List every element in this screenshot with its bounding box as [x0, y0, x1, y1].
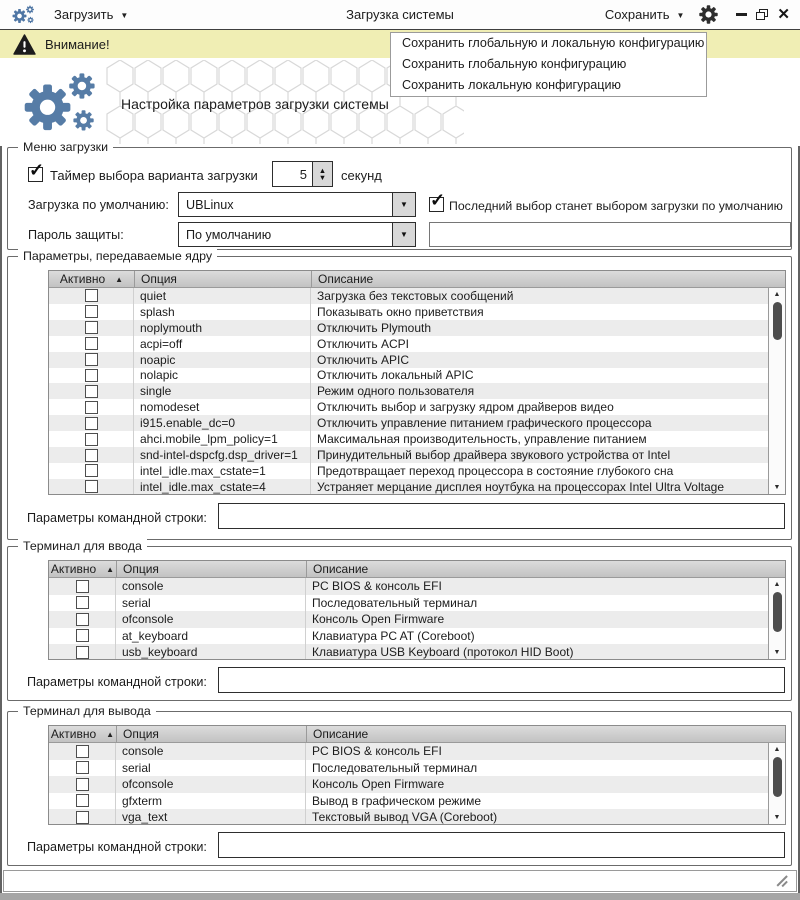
spin-buttons[interactable]: [312, 162, 332, 186]
cell-active: [49, 578, 116, 595]
cmdline-label: Параметры командной строки:: [27, 511, 207, 525]
sort-ascending-icon: ▲: [115, 274, 124, 284]
kernel-params-group: [7, 249, 792, 540]
cell-description: Отключить управление питанием графического процессора: [317, 416, 652, 431]
table-row[interactable]: [49, 399, 785, 415]
table-row[interactable]: [49, 463, 785, 479]
password-value: По умолчанию: [186, 227, 272, 242]
minimize-button[interactable]: [736, 13, 747, 16]
table-row[interactable]: [49, 320, 785, 336]
column-header-option[interactable]: Опция: [116, 561, 306, 577]
table-header: [49, 271, 785, 288]
cell-description: Отключить выбор и загрузку ядром драйверов видео: [317, 400, 614, 415]
table-row[interactable]: [49, 793, 785, 810]
cell-option: intel_idle.max_cstate=1: [134, 463, 311, 479]
scroll-up-button[interactable]: ▲: [773, 291, 781, 298]
scroll-down-button[interactable]: ▼: [773, 484, 781, 491]
cell-option: ofconsole: [116, 776, 306, 793]
cell-option: console: [116, 743, 306, 760]
combobox-arrow-icon[interactable]: ▼: [392, 223, 415, 246]
cell-description: Устраняет мерцание дисплея ноутбука на процессорах Intel Ultra Voltage: [317, 479, 724, 494]
row-checkbox[interactable]: [76, 778, 89, 791]
app-gears-icon: [10, 4, 36, 26]
table-row[interactable]: [49, 644, 785, 659]
row-checkbox[interactable]: [85, 353, 98, 366]
chevron-down-icon: ▼: [676, 11, 685, 20]
group-legend: Терминал для вывода: [18, 704, 156, 719]
cell-active: [49, 431, 134, 447]
output-terminal-group: [7, 704, 792, 866]
toolbar-right-group: [605, 5, 790, 24]
close-button[interactable]: ✕: [777, 6, 790, 23]
row-checkbox[interactable]: [76, 613, 89, 626]
row-checkbox[interactable]: [85, 369, 98, 382]
resize-grip[interactable]: [775, 874, 790, 888]
input-terminal-table: [48, 560, 786, 660]
cell-option: serial: [116, 595, 306, 612]
cell-description: Консоль Open Firmware: [312, 612, 445, 627]
kernel-params-table: [48, 270, 786, 495]
scroll-thumb[interactable]: [773, 757, 782, 797]
save-button[interactable]: [605, 7, 685, 22]
scroll-thumb[interactable]: [773, 302, 782, 340]
cell-active: [49, 320, 134, 336]
table-row[interactable]: [49, 304, 785, 320]
password-input[interactable]: [429, 222, 791, 247]
cell-description: Максимальная производительность, управление питанием: [317, 432, 647, 447]
cell-active: [49, 304, 134, 320]
row-checkbox[interactable]: [85, 417, 98, 430]
last-choice-label: Последний выбор станет выбором загрузки по умолчанию: [449, 199, 783, 213]
vertical-scrollbar[interactable]: [768, 288, 785, 494]
row-checkbox[interactable]: [85, 337, 98, 350]
cell-active: [49, 383, 134, 399]
table-row[interactable]: [49, 578, 785, 595]
cell-description: Клавиатура PC AT (Coreboot): [312, 628, 475, 643]
cell-option: gfxterm: [116, 793, 306, 810]
row-checkbox[interactable]: [76, 596, 89, 609]
scroll-up-button[interactable]: ▲: [773, 746, 781, 753]
cell-description: Принудительный выбор драйвера звукового устройства от Intel: [317, 448, 671, 463]
cell-active: [49, 336, 134, 352]
kernel-cmdline-input[interactable]: [218, 503, 785, 529]
timer-label: Таймер выбора варианта загрузки: [50, 168, 258, 183]
scroll-down-button[interactable]: ▼: [773, 649, 781, 656]
column-header-option[interactable]: Опция: [134, 271, 311, 287]
cell-active: [49, 479, 134, 494]
table-row[interactable]: [49, 628, 785, 645]
row-checkbox[interactable]: [76, 646, 89, 659]
cell-option: usb_keyboard: [116, 644, 306, 659]
vertical-scrollbar[interactable]: [768, 743, 785, 824]
table-row[interactable]: [49, 383, 785, 399]
cell-option: i915.enable_dc=0: [134, 415, 311, 431]
warning-icon: [13, 34, 36, 55]
cell-description: Загрузка без текстовых сообщений: [317, 288, 514, 303]
cell-description: Текстовый вывод VGA (Coreboot): [312, 810, 498, 824]
load-button[interactable]: [54, 7, 128, 22]
cell-option: vga_text: [116, 809, 306, 824]
table-header: [49, 561, 785, 578]
cell-option: ahci.mobile_lpm_policy=1: [134, 431, 311, 447]
window-bottom-edge: [0, 893, 800, 900]
cell-option: nolapic: [134, 368, 311, 384]
column-header-label: Активно: [59, 272, 106, 286]
row-checkbox[interactable]: [76, 580, 89, 593]
cell-option: intel_idle.max_cstate=4: [134, 479, 311, 494]
cell-active: [49, 368, 134, 384]
column-header-description[interactable]: Описание: [306, 561, 785, 577]
cell-active: [49, 776, 116, 793]
cell-option: splash: [134, 304, 311, 320]
cell-option: quiet: [134, 288, 311, 304]
default-boot-value: UBLinux: [186, 197, 234, 212]
password-combobox[interactable]: [178, 222, 416, 247]
cell-active: [49, 793, 116, 810]
cell-active: [49, 447, 134, 463]
table-body: [49, 743, 785, 824]
cell-active: [49, 415, 134, 431]
load-button-label: Загрузить: [54, 7, 114, 22]
column-header-option[interactable]: Опция: [116, 726, 306, 742]
cell-description: Режим одного пользователя: [317, 384, 475, 399]
table-row[interactable]: [49, 743, 785, 760]
status-bar: [3, 870, 797, 892]
row-checkbox[interactable]: [85, 305, 98, 318]
cell-description: Отключить ACPI: [317, 336, 409, 351]
table-row[interactable]: [49, 336, 785, 352]
cell-description: PC BIOS & консоль EFI: [312, 744, 442, 759]
cell-description: Показывать окно приветствия: [317, 304, 484, 319]
cell-option: at_keyboard: [116, 628, 306, 645]
column-header-label: Активно: [50, 562, 97, 576]
window-title: Загрузка системы: [346, 7, 454, 22]
cmdline-label: Параметры командной строки:: [27, 840, 207, 854]
save-dropdown-menu: [390, 32, 707, 97]
column-header-label: Активно: [50, 727, 97, 741]
table-row[interactable]: [49, 595, 785, 612]
cell-description: Последовательный терминал: [312, 595, 478, 610]
row-checkbox[interactable]: [76, 761, 89, 774]
sort-ascending-icon: ▲: [106, 729, 115, 739]
settings-gear-button[interactable]: [699, 5, 718, 24]
table-body: [49, 578, 785, 659]
row-checkbox[interactable]: [85, 433, 98, 446]
input-terminal-group: [7, 539, 792, 701]
cell-description: Отключить Plymouth: [317, 320, 432, 335]
table-row[interactable]: [49, 288, 785, 304]
cell-active: [49, 760, 116, 777]
cell-description: Вывод в графическом режиме: [312, 793, 482, 808]
cell-description: Отключить APIC: [317, 352, 409, 367]
row-checkbox[interactable]: [85, 289, 98, 302]
table-body: [49, 288, 785, 494]
cell-option: nomodeset: [134, 399, 311, 415]
cell-active: [49, 595, 116, 612]
group-legend: Меню загрузки: [18, 140, 113, 155]
cell-active: [49, 352, 134, 368]
gears-logo: [16, 68, 102, 140]
save-button-label: Сохранить: [604, 7, 670, 22]
cell-option: single: [134, 383, 311, 399]
cell-active: [49, 809, 116, 824]
default-boot-combobox[interactable]: [178, 192, 416, 217]
scroll-up-button[interactable]: ▲: [773, 581, 781, 588]
cell-option: acpi=off: [134, 336, 311, 352]
cell-option: ofconsole: [116, 611, 306, 628]
cell-active: [49, 463, 134, 479]
input-terminal-cmdline-input[interactable]: [218, 667, 785, 693]
cell-active: [49, 644, 116, 659]
last-choice-checkbox[interactable]: [429, 197, 444, 212]
menu-item-save-local[interactable]: Сохранить локальную конфигурацию: [402, 78, 621, 92]
window-controls: [736, 7, 790, 22]
cell-option: serial: [116, 760, 306, 777]
row-checkbox[interactable]: [76, 811, 89, 824]
timer-spinbox[interactable]: [272, 161, 333, 187]
row-checkbox[interactable]: [85, 385, 98, 398]
row-checkbox[interactable]: [85, 449, 98, 462]
cell-description: Отключить локальный APIC: [317, 368, 474, 383]
table-row[interactable]: [49, 760, 785, 777]
password-label: Пароль защиты:: [28, 228, 124, 242]
cell-active: [49, 288, 134, 304]
menu-item-save-global[interactable]: Сохранить глобальную конфигурацию: [402, 57, 627, 71]
cell-description: Клавиатура USB Keyboard (протокол HID Boot): [312, 645, 574, 659]
table-row[interactable]: [49, 368, 785, 384]
scroll-down-button[interactable]: ▼: [773, 814, 781, 821]
column-header-active[interactable]: [49, 726, 116, 742]
output-terminal-table: [48, 725, 786, 825]
cell-active: [49, 611, 116, 628]
cell-active: [49, 628, 116, 645]
cell-option: console: [116, 578, 306, 595]
scroll-thumb[interactable]: [773, 592, 782, 632]
warning-text: Внимание!: [45, 36, 110, 52]
output-terminal-cmdline-input[interactable]: [218, 832, 785, 858]
sort-ascending-icon: ▲: [106, 564, 115, 574]
cell-description: Консоль Open Firmware: [312, 777, 445, 792]
column-header-description[interactable]: Описание: [306, 726, 785, 742]
row-checkbox[interactable]: [76, 745, 89, 758]
combobox-arrow-icon[interactable]: ▼: [392, 193, 415, 216]
table-row[interactable]: [49, 352, 785, 368]
default-boot-label: Загрузка по умолчанию:: [28, 198, 169, 212]
cell-active: [49, 399, 134, 415]
timer-value[interactable]: 5: [299, 166, 307, 182]
page-title: Настройка параметров загрузки системы: [121, 96, 389, 112]
row-checkbox[interactable]: [85, 401, 98, 414]
table-row[interactable]: [49, 809, 785, 824]
maximize-button[interactable]: [756, 9, 768, 20]
cell-option: snd-intel-dspcfg.dsp_driver=1: [134, 447, 311, 463]
cell-description: Предотвращает переход процессора в состояние глубокого сна: [317, 463, 674, 478]
vertical-scrollbar[interactable]: [768, 578, 785, 659]
table-header: [49, 726, 785, 743]
cell-option: noapic: [134, 352, 311, 368]
boot-menu-group: [7, 140, 792, 250]
row-checkbox[interactable]: [85, 321, 98, 334]
spin-down-icon[interactable]: ▼: [318, 173, 327, 182]
timer-checkbox[interactable]: [28, 167, 43, 182]
row-checkbox[interactable]: [76, 794, 89, 807]
table-row[interactable]: [49, 479, 785, 494]
chevron-down-icon: ▼: [120, 11, 129, 20]
row-checkbox[interactable]: [76, 629, 89, 642]
column-header-description[interactable]: Описание: [311, 271, 785, 287]
row-checkbox[interactable]: [85, 480, 98, 493]
table-row[interactable]: [49, 611, 785, 628]
group-legend: Параметры, передаваемые ядру: [18, 249, 217, 264]
table-row[interactable]: [49, 431, 785, 447]
column-header-active[interactable]: [49, 561, 116, 577]
cmdline-label: Параметры командной строки:: [27, 675, 207, 689]
cell-option: noplymouth: [134, 320, 311, 336]
row-checkbox[interactable]: [85, 464, 98, 477]
table-row[interactable]: [49, 447, 785, 463]
table-row[interactable]: [49, 776, 785, 793]
spin-up-icon[interactable]: ▲: [318, 166, 327, 175]
cell-description: Последовательный терминал: [312, 760, 478, 775]
table-row[interactable]: [49, 415, 785, 431]
menu-item-save-global-local[interactable]: Сохранить глобальную и локальную конфигурацию: [402, 36, 705, 50]
group-legend: Терминал для ввода: [18, 539, 147, 554]
timer-unit-label: секунд: [341, 168, 382, 183]
toolbar: [0, 0, 800, 30]
column-header-active[interactable]: [49, 271, 134, 287]
cell-description: PC BIOS & консоль EFI: [312, 579, 442, 594]
cell-active: [49, 743, 116, 760]
